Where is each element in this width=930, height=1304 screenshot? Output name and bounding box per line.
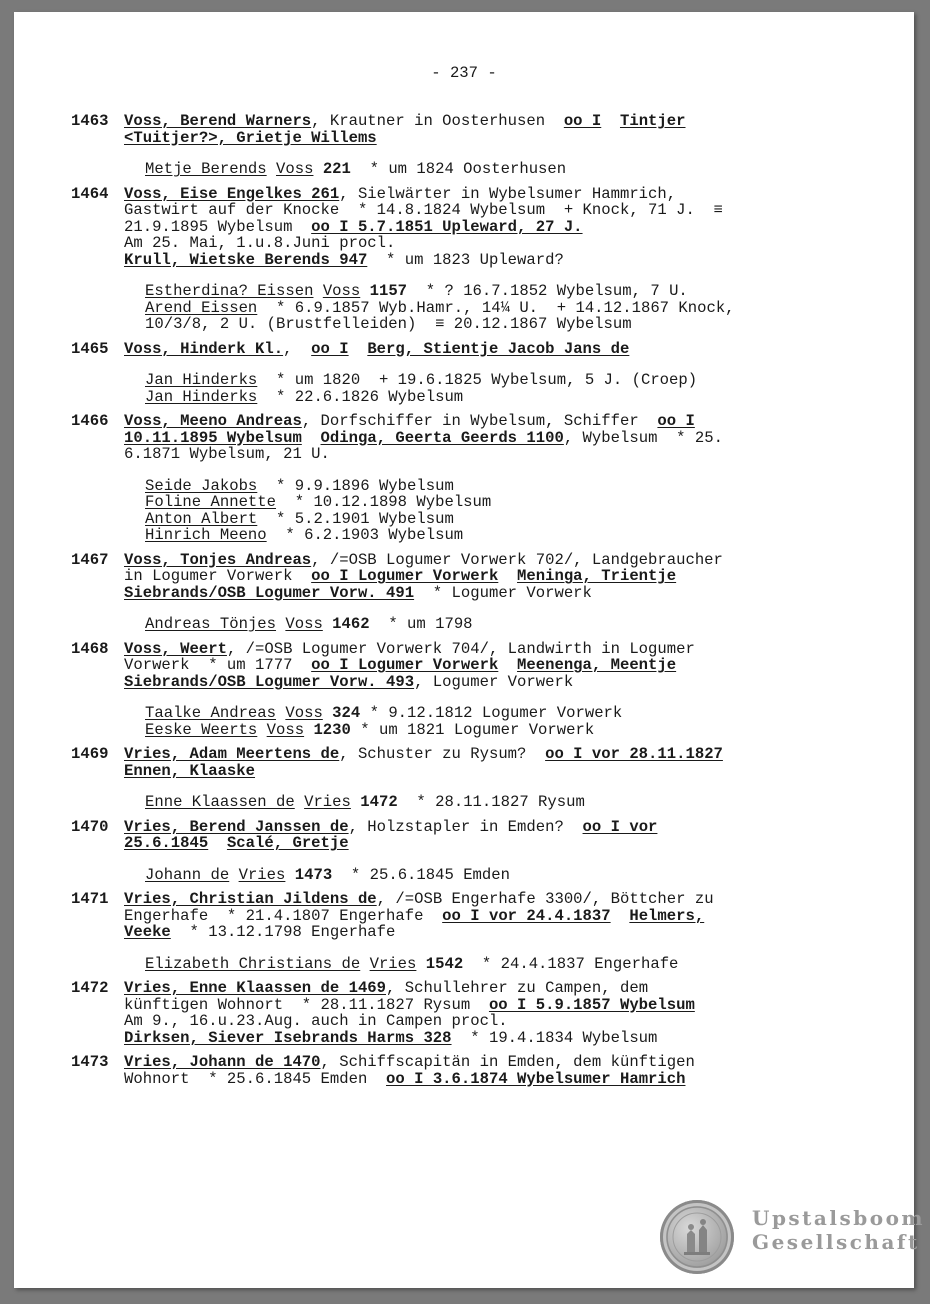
entry-body: [124, 552, 871, 633]
page-number: - 237 -: [431, 64, 497, 82]
underlined-name: Taalke Andreas: [145, 704, 277, 722]
name-link: Meenenga, Meentje: [517, 656, 677, 674]
entry-line: [124, 1054, 871, 1071]
child-line: [145, 616, 871, 633]
entry-number: 1468: [71, 639, 109, 658]
underlined-name: Jan Hinderks: [145, 387, 258, 406]
entry-body: [124, 413, 871, 544]
underlined-name: Andreas Tönjes: [145, 615, 277, 633]
entry-line: [124, 891, 871, 908]
entry-line: [124, 130, 871, 147]
entry-body: [124, 746, 871, 811]
seal-icon: [660, 1200, 734, 1274]
name-link: oo I 3.6.1874 Wybelsumer Hamrich: [386, 1069, 686, 1088]
name-link: oo I vor 28.11.1827: [545, 745, 723, 763]
text-segment: Am 9., 16.u.23.Aug. auch in Campen procl.: [124, 1012, 508, 1030]
underlined-name: Vries: [369, 954, 417, 973]
child-line: [145, 867, 871, 884]
text-segment: [313, 282, 322, 300]
text-segment: Wohnort * 25.6.1845 Emden: [124, 1069, 387, 1088]
underlined-name: Enne Klaassen de: [145, 793, 295, 811]
entry-number: 1473: [71, 1053, 109, 1071]
name-link: Siebrands/OSB Logumer Vorw. 493: [124, 672, 415, 691]
entry-line: [124, 835, 871, 852]
underlined-name: Vries: [304, 793, 351, 811]
underlined-name: Voss: [266, 720, 305, 739]
genealogy-entry: [71, 819, 871, 884]
underlined-name: Voss: [322, 282, 361, 300]
name-link: Scalé, Gretje: [226, 834, 349, 852]
text-segment: , Wybelsum * 25.: [563, 428, 723, 447]
child-line: [145, 705, 871, 722]
entry-body: [124, 980, 871, 1046]
text-segment: * ? 16.7.1852 Wybelsum, 7 U.: [407, 282, 688, 300]
text-segment: , /=OSB Engerhafe 3300/, Böttcher zu: [376, 890, 714, 908]
entry-line: [124, 1071, 871, 1088]
text-segment: [601, 112, 620, 130]
name-link: Voss, Hinderk Kl.: [124, 339, 284, 358]
entry-line: [124, 763, 871, 780]
underlined-name: Estherdina? Eissen: [145, 282, 314, 300]
cross-ref-number: 1230: [313, 720, 351, 739]
name-link: oo I: [563, 112, 602, 130]
children-list: [124, 956, 871, 973]
text-segment: * 22.6.1826 Wybelsum: [257, 387, 464, 406]
name-link: Siebrands/OSB Logumer Vorw. 491: [124, 583, 415, 602]
text-segment: Vorwerk * um 1777: [124, 656, 312, 674]
cross-ref-number: 1472: [360, 793, 398, 811]
entry-number: 1464: [71, 184, 109, 203]
text-segment: [208, 834, 227, 852]
text-segment: [351, 793, 360, 811]
text-segment: 21.9.1895 Wybelsum: [124, 217, 312, 236]
children-list: [124, 705, 871, 738]
child-line: [145, 511, 871, 528]
text-segment: 6.1871 Wybelsum, 21 U.: [124, 445, 330, 463]
entry-body: [124, 341, 871, 406]
text-segment: , Sielwärter in Wybelsumer Hammrich,: [339, 184, 677, 203]
text-segment: * um 1821 Logumer Vorwerk: [350, 720, 595, 739]
cross-ref-number: 1462: [332, 615, 370, 633]
text-segment: * 5.2.1901 Wybelsum: [257, 509, 454, 528]
name-link: Krull, Wietske Berends 947: [124, 250, 368, 269]
children-list: [124, 372, 871, 405]
text-segment: künftigen Wohnort * 28.11.1827 Rysum: [124, 995, 489, 1014]
text-segment: * 6.2.1903 Wybelsum: [266, 526, 464, 544]
name-link: Voss, Weert: [124, 639, 227, 658]
text-segment: * 28.11.1827 Rysum: [397, 793, 585, 811]
entry-line: [124, 413, 871, 430]
underlined-name: Voss: [285, 615, 323, 633]
entry-line: [124, 1030, 871, 1047]
name-link: Tintjer: [619, 112, 686, 130]
text-segment: * 25.6.1845 Emden: [332, 865, 510, 884]
text-segment: [257, 721, 266, 739]
entry-number: 1469: [71, 745, 109, 763]
name-link: Voss, Eise Engelkes 261: [124, 184, 340, 203]
entry-body: [124, 1054, 871, 1087]
child-line: [145, 478, 871, 495]
entry-line: [124, 430, 871, 447]
text-segment: , Dorfschiffer in Wybelsum, Schiffer: [301, 412, 658, 430]
text-segment: Am 25. Mai, 1.u.8.Juni procl.: [124, 234, 396, 252]
name-link: Vries, Christian Jildens de: [124, 890, 377, 908]
text-segment: [276, 615, 285, 633]
entry-line: [124, 585, 871, 602]
entry-line: [124, 186, 871, 203]
underlined-name: Arend Eissen: [145, 298, 258, 317]
entry-number: 1467: [71, 550, 109, 569]
text-segment: * um 1823 Upleward?: [367, 250, 564, 269]
children-list: [124, 161, 871, 178]
text-segment: [323, 615, 332, 633]
entry-body: [124, 186, 871, 333]
text-segment: [267, 160, 276, 178]
text-segment: Gastwirt auf der Knocke * 14.8.1824 Wybelsum + Knock, 71 J. ≡: [124, 201, 723, 219]
children-list: [124, 867, 871, 884]
text-segment: * 24.4.1837 Engerhafe: [463, 954, 679, 973]
entry-line: [124, 446, 871, 463]
entry-list: [71, 113, 871, 1095]
text-segment: * um 1824 Oosterhusen: [350, 160, 567, 178]
genealogy-entry: [71, 641, 871, 739]
entry-line: [124, 341, 871, 358]
text-segment: [360, 282, 369, 300]
child-line: [145, 300, 871, 317]
child-line: [145, 389, 871, 406]
text-segment: in Logumer Vorwerk: [124, 567, 312, 585]
name-link: Voss, Tonjes Andreas: [124, 550, 312, 569]
entry-line: [124, 746, 871, 763]
underlined-name: Seide Jakobs: [145, 476, 258, 495]
name-link: Ennen, Klaaske: [124, 761, 256, 780]
text-segment: [360, 955, 369, 973]
name-link: oo I vor: [582, 817, 658, 836]
entry-line: [124, 235, 871, 252]
text-segment: * 10.12.1898 Wybelsum: [276, 493, 492, 511]
child-line: [145, 794, 871, 811]
genealogy-entry: [71, 113, 871, 178]
name-link: Dirksen, Siever Isebrands Harms 328: [124, 1028, 452, 1047]
name-link: 25.6.1845: [124, 834, 209, 852]
underlined-name: Voss: [285, 704, 323, 722]
name-link: Odinga, Geerta Geerds 1100: [320, 428, 564, 447]
name-link: Meninga, Trientje: [517, 567, 677, 585]
entry-line: [124, 980, 871, 997]
text-segment: * 13.12.1798 Engerhafe: [170, 923, 396, 941]
entry-line: [124, 552, 871, 569]
underlined-name: Eeske Weerts: [145, 720, 258, 739]
text-segment: * um 1820 + 19.6.1825 Wybelsum, 5 J. (Croep): [257, 371, 698, 389]
entry-line: [124, 252, 871, 269]
cross-ref-number: 221: [322, 160, 351, 178]
text-segment: , Schullehrer zu Campen, dem: [386, 979, 649, 997]
text-segment: , Krautner in Oosterhusen: [311, 112, 564, 130]
name-link: oo I 5.9.1857 Wybelsum: [488, 995, 695, 1014]
logo-text-line-2: Gesellschaft: [752, 1230, 920, 1254]
child-line: [145, 372, 871, 389]
name-link: oo I 5.7.1851 Upleward, 27 J.: [311, 217, 583, 236]
entry-number: 1472: [71, 979, 109, 997]
genealogy-entry: [71, 891, 871, 972]
cross-ref-number: 324: [332, 704, 361, 722]
child-line: [145, 161, 871, 178]
entry-body: [124, 641, 871, 739]
child-line: [145, 283, 871, 300]
cross-ref-number: 1157: [369, 282, 408, 300]
entry-number: 1466: [71, 412, 109, 430]
text-segment: [323, 704, 332, 722]
child-line: [145, 527, 871, 544]
entry-line: [124, 908, 871, 925]
text-segment: [498, 567, 517, 585]
logo-text-line-1: Upstalsboom: [752, 1206, 926, 1230]
text-segment: * 9.9.1896 Wybelsum: [257, 476, 454, 495]
name-link: Veeke: [124, 923, 171, 941]
genealogy-entry: [71, 552, 871, 633]
text-segment: [349, 340, 368, 358]
entry-body: [124, 819, 871, 884]
name-link: 10.11.1895 Wybelsum: [124, 428, 302, 447]
entry-body: [124, 891, 871, 972]
name-link: Vries, Berend Janssen de: [124, 817, 349, 836]
text-segment: * Logumer Vorwerk: [414, 583, 592, 602]
name-link: Vries, Johann de 1470: [124, 1053, 321, 1071]
child-line: [145, 956, 871, 973]
genealogy-entry: [71, 980, 871, 1046]
name-link: Berg, Stientje Jacob Jans de: [367, 339, 630, 358]
underlined-name: Vries: [238, 865, 286, 884]
logo-text: [752, 1206, 925, 1254]
text-segment: [498, 656, 517, 674]
text-segment: * 6.9.1857 Wyb.Hamr., 14¼ U. + 14.12.1867 Knock,: [257, 298, 735, 317]
text-segment: , Holzstapler in Emden?: [348, 817, 583, 836]
name-link: oo I: [657, 412, 695, 430]
text-segment: ,: [283, 339, 312, 358]
entry-number: 1470: [71, 817, 109, 836]
entry-number: 1465: [71, 339, 109, 358]
underlined-name: Metje Berends: [145, 160, 267, 178]
name-link: Vries, Adam Meertens de: [124, 745, 340, 763]
name-link: Voss, Meeno Andreas: [124, 412, 302, 430]
children-list: [124, 616, 871, 633]
name-link: oo I vor 24.4.1837: [442, 906, 611, 925]
text-segment: * 19.4.1834 Wybelsum: [451, 1028, 658, 1047]
text-segment: , /=OSB Logumer Vorwerk 704/, Landwirth in Logumer: [226, 639, 695, 658]
entry-line: [124, 113, 871, 130]
text-segment: , /=OSB Logumer Vorwerk 702/, Landgebraucher: [311, 550, 723, 569]
children-list: [124, 283, 871, 333]
genealogy-entry: [71, 341, 871, 406]
cross-ref-number: 1542: [425, 954, 464, 973]
entry-line: [124, 202, 871, 219]
entry-number: 1471: [71, 890, 109, 908]
text-segment: 10/3/8, 2 U. (Brustfelleiden) ≡ 20.12.1867 Wybelsum: [145, 315, 632, 333]
name-link: Vries, Enne Klaassen de 1469: [124, 979, 387, 997]
entry-number: 1463: [71, 112, 109, 130]
text-segment: [611, 907, 630, 925]
document-page: [14, 12, 926, 1288]
text-segment: [229, 866, 238, 884]
entry-line: [124, 819, 871, 836]
underlined-name: Anton Albert: [145, 509, 258, 528]
name-link: Helmers,: [629, 906, 705, 925]
text-segment: , Logumer Vorwerk: [414, 672, 574, 691]
text-segment: [276, 704, 285, 722]
underlined-name: Jan Hinderks: [145, 371, 258, 389]
underlined-name: Voss: [276, 160, 314, 178]
entry-line: [124, 674, 871, 691]
underlined-name: Elizabeth Christians de: [145, 954, 361, 973]
entry-line: [124, 997, 871, 1014]
entry-line: [124, 568, 871, 585]
underlined-name: Johann de: [145, 865, 230, 884]
text-segment: , Schuster zu Rysum?: [339, 745, 546, 763]
text-segment: [295, 793, 304, 811]
underlined-name: Foline Annette: [145, 493, 277, 511]
child-line: [145, 494, 871, 511]
genealogy-entry: [71, 413, 871, 544]
entry-line: [124, 641, 871, 658]
entry-line: [124, 924, 871, 941]
genealogy-entry: [71, 1054, 871, 1087]
children-list: [124, 794, 871, 811]
text-segment: Engerhafe * 21.4.1807 Engerhafe: [124, 906, 443, 925]
cross-ref-number: 1473: [294, 865, 333, 884]
text-segment: * 9.12.1812 Logumer Vorwerk: [360, 704, 623, 722]
text-segment: , Schiffscapitän in Emden, dem künftigen: [320, 1053, 695, 1071]
entry-line: [124, 1013, 871, 1030]
text-segment: * um 1798: [369, 615, 473, 633]
genealogy-entry: [71, 186, 871, 333]
child-line: [145, 316, 871, 333]
name-link: oo I: [311, 339, 349, 358]
text-segment: [313, 160, 322, 178]
child-line: [145, 722, 871, 739]
text-segment: [302, 429, 321, 447]
text-segment: [285, 866, 294, 884]
genealogy-entry: [71, 746, 871, 811]
name-link: oo I Logumer Vorwerk: [311, 567, 499, 585]
underlined-name: Hinrich Meeno: [145, 526, 267, 544]
entry-line: [124, 219, 871, 236]
name-link: <Tuitjer?>, Grietje Willems: [124, 128, 377, 147]
entry-line: [124, 657, 871, 674]
name-link: oo I Logumer Vorwerk: [311, 656, 499, 674]
children-list: [124, 478, 871, 544]
entry-body: [124, 113, 871, 178]
publisher-logo: [660, 1200, 926, 1280]
name-link: Voss, Berend Warners: [124, 112, 312, 130]
text-segment: [416, 955, 425, 973]
